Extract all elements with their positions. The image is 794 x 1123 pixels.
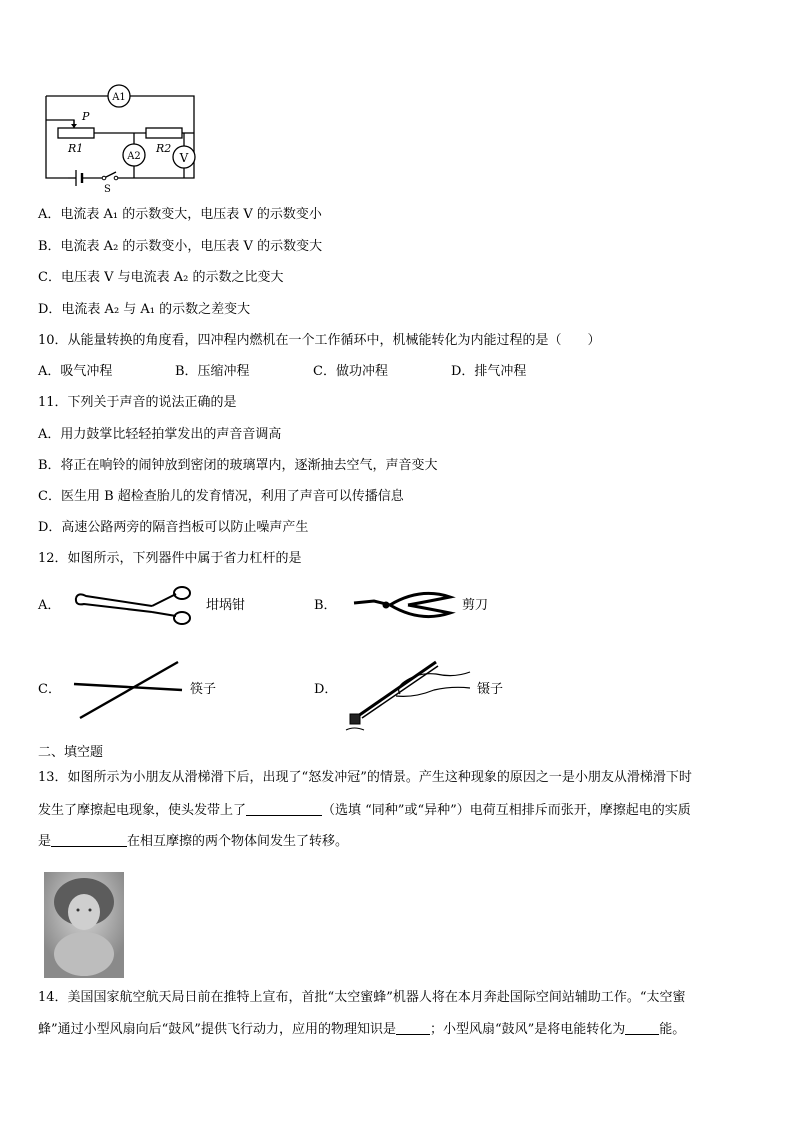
child-hair-photo [44, 872, 124, 978]
q13-line-2-start: 发生了摩擦起电现象，使头发带上了 [38, 803, 247, 818]
ammeter-a1-label: A1 [112, 92, 126, 103]
q12-option-a-letter: A． [38, 598, 61, 613]
chopsticks-icon [72, 658, 184, 722]
q12-option-a-name: 坩埚钳 [206, 598, 246, 613]
ammeter-a2-label: A2 [127, 151, 141, 162]
q14-line-2-middle: ；小型风扇“鼓风”是将电能转化为 [429, 1022, 626, 1037]
q14-line-2 [38, 1020, 685, 1039]
q12-stem: 12．如图所示，下列器件中属于省力杠杆的是 [38, 551, 302, 566]
q13-blank-2[interactable] [51, 832, 127, 847]
q14-blank-2[interactable] [625, 1020, 659, 1035]
resistor2-label: R2 [156, 142, 172, 155]
q12-option-d-name: 镊子 [477, 682, 504, 697]
q10-option-d: D．排气冲程 [451, 364, 527, 379]
q9-option-c: C．电压表 V 与电流表 A₂ 的示数之比变大 [38, 270, 284, 285]
q9-option-b: B．电流表 A₂ 的示数变小，电压表 V 的示数变大 [38, 239, 323, 254]
q13-line-3 [38, 832, 348, 851]
scissors-pliers-icon [350, 589, 456, 621]
q13-line-3-end: 在相互摩擦的两个物体间发生了转移。 [127, 834, 349, 849]
q10-option-a: A．吸气冲程 [38, 364, 113, 379]
q11-option-d: D．高速公路两旁的隔音挡板可以防止噪声产生 [38, 520, 309, 535]
q10-option-c: C．做功冲程 [313, 364, 388, 379]
q12-option-d-letter: D． [314, 682, 338, 697]
q13-line-3-start: 是 [38, 834, 52, 849]
q12-option-b-letter: B． [314, 598, 337, 613]
q12-option-c-name: 筷子 [190, 682, 217, 697]
q13-line-1: 13．如图所示为小朋友从滑梯滑下后，出现了“怒发冲冠”的情景。产生这种现象的原因之一是小朋友从滑梯滑下时 [38, 770, 692, 785]
q9-option-d: D．电流表 A₂ 与 A₁ 的示数之差变大 [38, 302, 251, 317]
q13-line-2 [38, 801, 691, 820]
q14-line-1: 14．美国国家航空航天局日前在推特上宣布，首批“太空蜜蜂”机器人将在本月奔赴国际空间站辅助工作。“太空蜜 [38, 990, 686, 1005]
q10-options [38, 363, 738, 381]
q14-blank-1[interactable] [396, 1020, 430, 1035]
q14-line-2-end: 能。 [659, 1022, 686, 1037]
voltmeter-label: V [179, 151, 189, 165]
switch-label: S [104, 184, 111, 194]
q11-option-a: A．用力鼓掌比轻轻拍掌发出的声音音调高 [38, 427, 282, 442]
crucible-tongs-icon [72, 584, 198, 628]
q14-line-2-start: 蜂”通过小型风扇向后“鼓风”提供飞行动力，应用的物理知识是 [38, 1022, 396, 1037]
tweezers-hand-icon [344, 652, 474, 734]
q10-stem: 10．从能量转换的角度看，四冲程内燃机在一个工作循环中，机械能转化为内能过程的是（ ） [38, 333, 601, 348]
q12-option-b-name: 剪刀 [462, 598, 489, 613]
q11-option-c: C．医生用 B 超检查胎儿的发育情况，利用了声音可以传播信息 [38, 489, 404, 504]
q13-blank-1[interactable] [246, 801, 322, 816]
resistor1-label: R1 [68, 142, 84, 155]
slider-label: P [82, 110, 90, 123]
q13-line-2-end: （选填 “同种”或“异种”）电荷互相排斥而张开，摩擦起电的实质 [322, 803, 691, 818]
section-title: 二、填空题 [38, 745, 104, 760]
q11-option-b: B．将正在响铃的闹钟放到密闭的玻璃罩内，逐渐抽去空气，声音变大 [38, 458, 438, 473]
q11-stem: 11．下列关于声音的说法正确的是 [38, 395, 237, 410]
q9-option-a: A．电流表 A₁ 的示数变大，电压表 V 的示数变小 [38, 207, 322, 222]
q12-option-c-letter: C． [38, 682, 61, 697]
circuit-diagram [38, 84, 218, 194]
q10-option-b: B．压缩冲程 [175, 364, 250, 379]
